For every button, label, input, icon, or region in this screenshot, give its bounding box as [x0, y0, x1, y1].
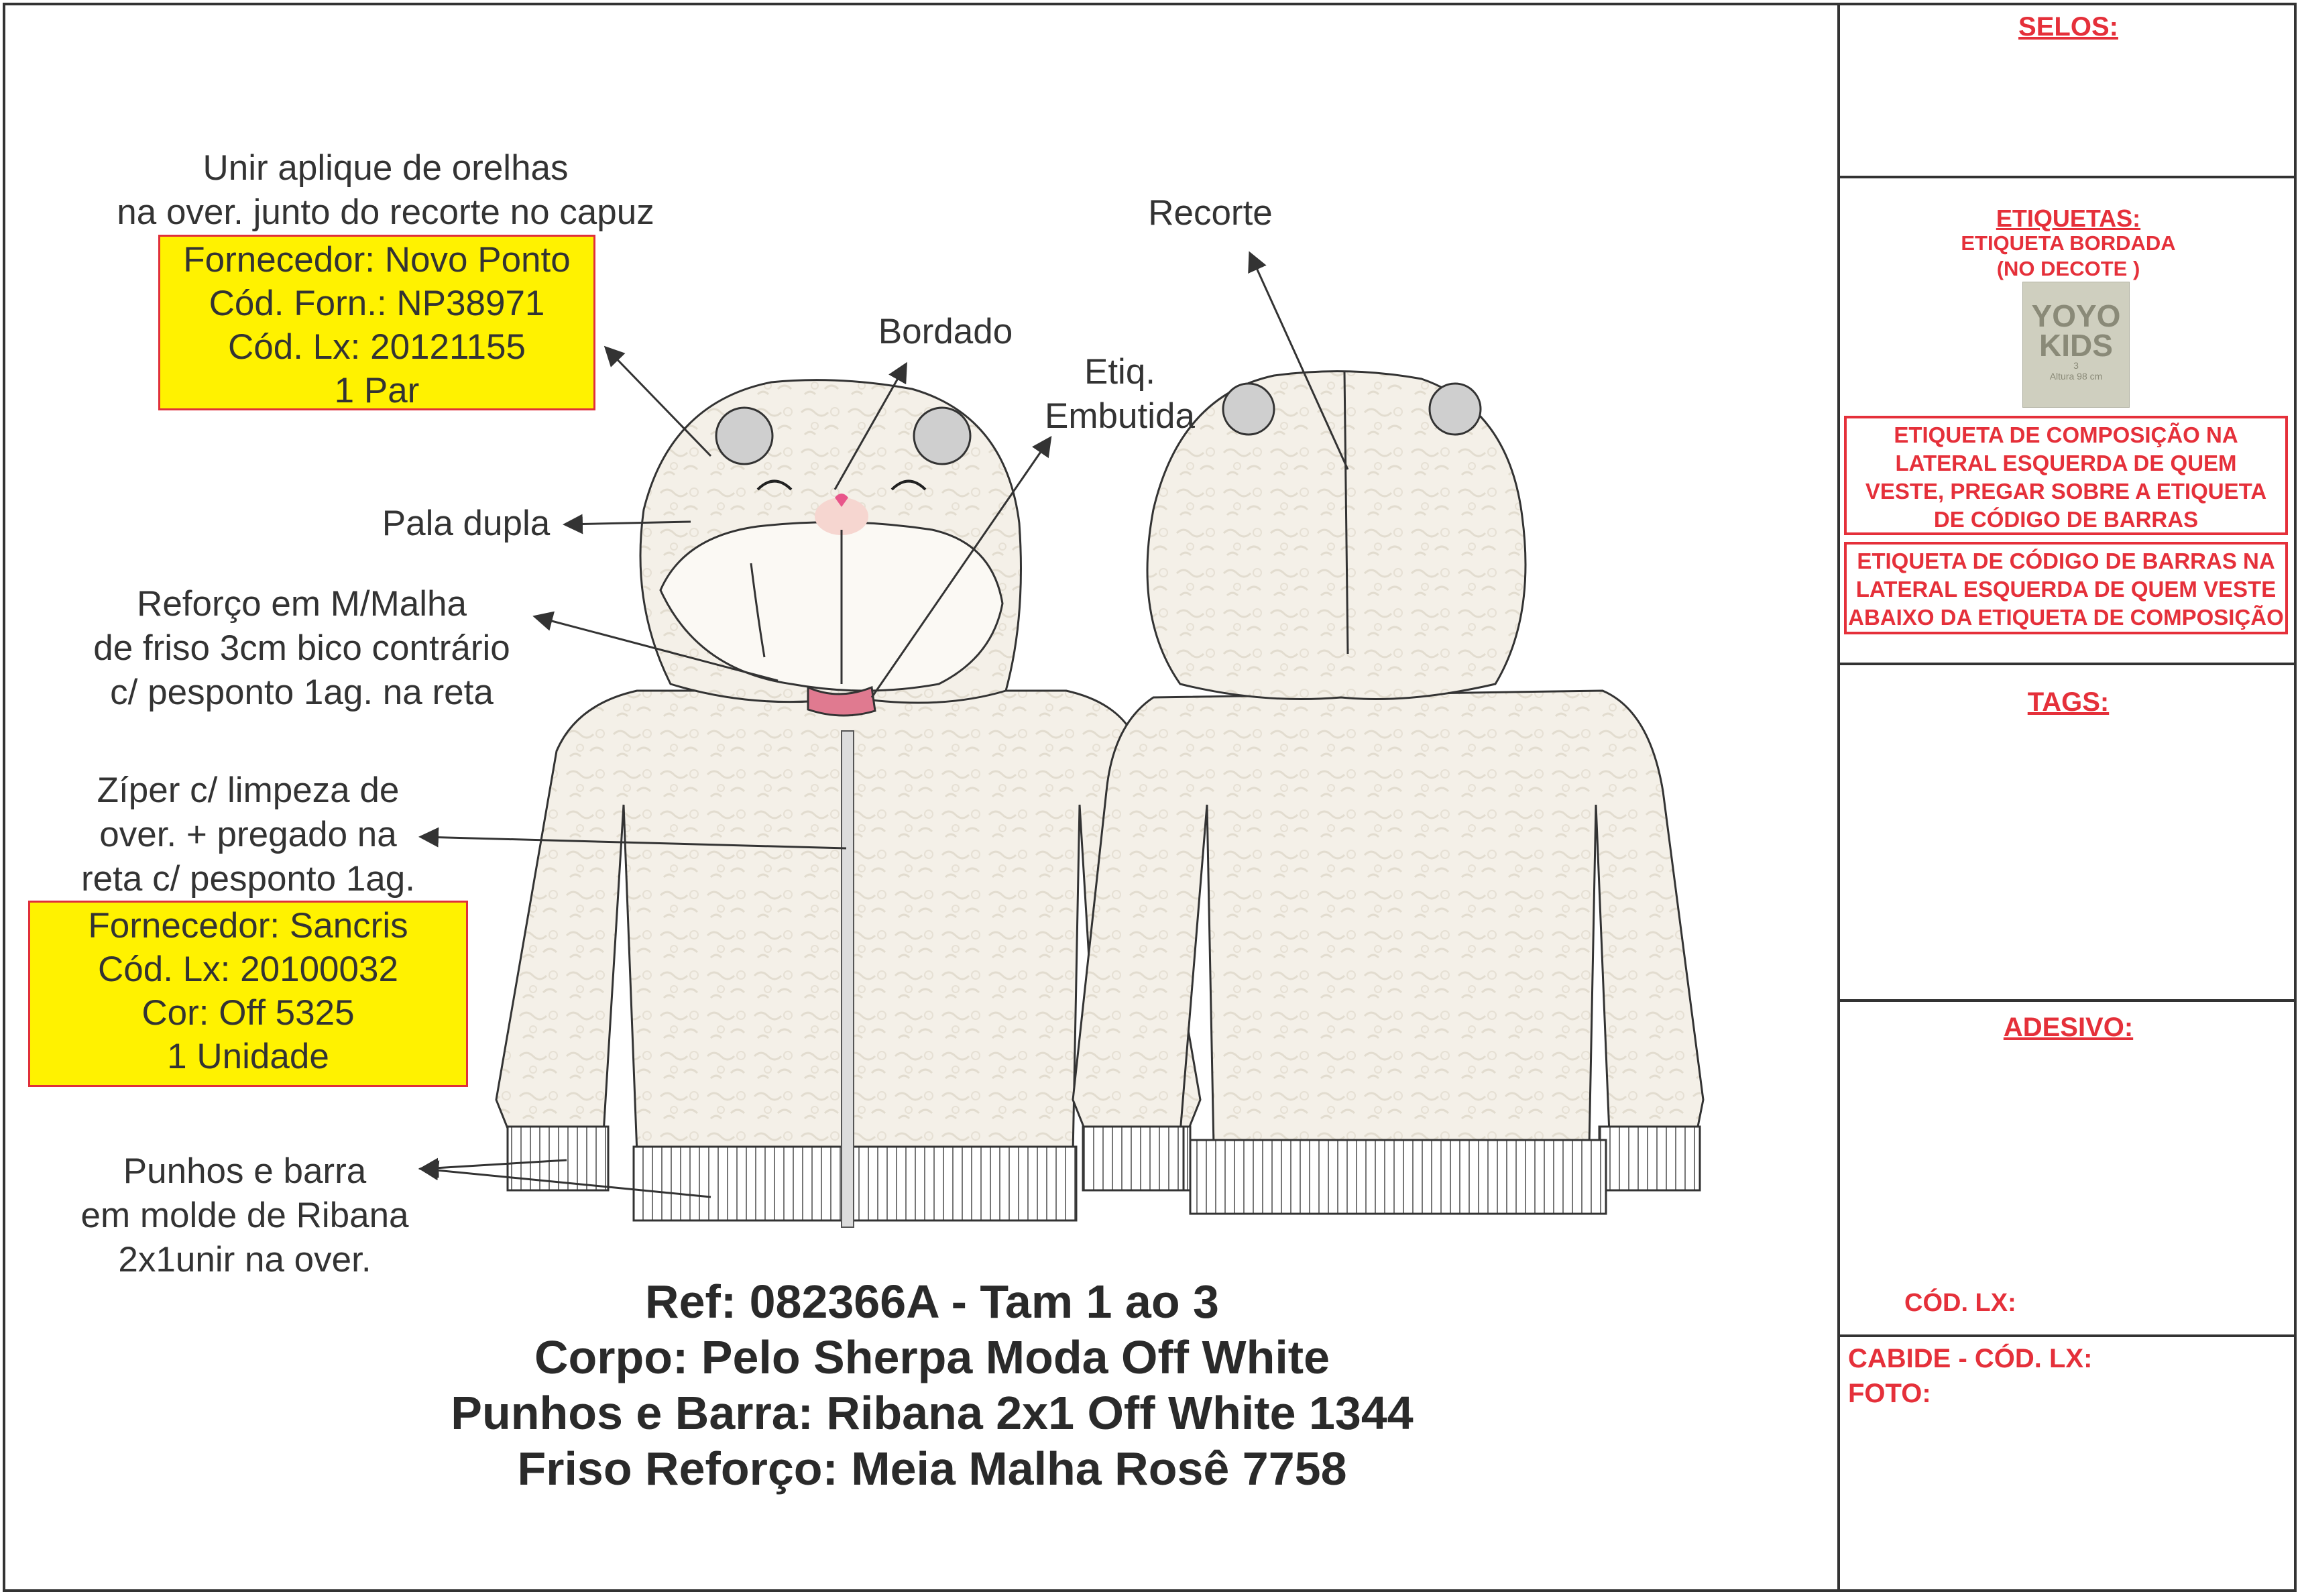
note-reforco-line-2: de friso 3cm bico contrário	[93, 628, 510, 668]
reference-line-1: Ref: 082366A - Tam 1 ao 3	[645, 1275, 1219, 1328]
note-recorte: Recorte	[1148, 193, 1273, 233]
note-punhos-line-1: Punhos e barra	[123, 1151, 367, 1191]
supplier-ears-line-2: Cód. Forn.: NP38971	[209, 284, 545, 323]
note-ziper-line-2: over. + pregado na	[99, 815, 397, 854]
codigo-barras-line-3: ABAIXO DA ETIQUETA DE COMPOSIÇÃO	[1848, 605, 2284, 630]
brand-label-line-1: YOYO	[2031, 298, 2121, 333]
supplier-ziper-line-2: Cód. Lx: 20100032	[98, 950, 398, 989]
brand-label-size: 3	[2073, 360, 2079, 371]
note-reforco	[60, 582, 543, 715]
back-cuff-right	[1599, 1127, 1700, 1190]
etiqueta-bordada-line-2: (NO DECOTE )	[1996, 257, 2140, 280]
note-reforco-line-3: c/ pesponto 1ag. na reta	[110, 673, 494, 712]
supplier-ziper-line-1: Fornecedor: Sancris	[88, 906, 408, 946]
reference-block	[376, 1274, 1489, 1497]
reference-line-2: Corpo: Pelo Sherpa Moda Off White	[534, 1331, 1330, 1383]
note-ears-line-1: Unir aplique de orelhas	[203, 148, 569, 188]
etiqueta-bordada-text	[1840, 231, 2297, 282]
note-etiq-line-2: Embutida	[1045, 396, 1195, 436]
codigo-barras-box	[1844, 542, 2288, 634]
note-reforco-line-1: Reforço em M/Malha	[137, 584, 467, 624]
sidebar-divider-adesivo	[1839, 1334, 2297, 1337]
supplier-ziper-line-3: Cor: Off 5325	[141, 993, 355, 1033]
composicao-line-2: LATERAL ESQUERDA DE QUEM	[1895, 451, 2237, 475]
front-zipper	[842, 731, 854, 1227]
codigo-barras-line-1: ETIQUETA DE CÓDIGO DE BARRAS NA	[1857, 549, 2275, 573]
note-etiq-line-1: Etiq.	[1084, 352, 1156, 392]
note-pala: Pala dupla	[382, 504, 551, 543]
composicao-line-1: ETIQUETA DE COMPOSIÇÃO NA	[1894, 422, 2238, 447]
adesivo-heading: ADESIVO:	[2003, 1013, 2134, 1042]
note-ziper-line-1: Zíper c/ limpeza de	[97, 771, 400, 810]
codigo-barras-line-2: LATERAL ESQUERDA DE QUEM VESTE	[1855, 577, 2277, 602]
cabide-label: CABIDE - CÓD. LX:	[1848, 1344, 2093, 1373]
supplier-box-ears	[158, 235, 595, 410]
supplier-ears-line-4: 1 Par	[334, 371, 420, 410]
note-ears-line-2: na over. junto do recorte no capuz	[117, 192, 654, 232]
foto-label: FOTO:	[1848, 1379, 1931, 1408]
front-hem	[634, 1147, 1076, 1220]
etiquetas-heading: ETIQUETAS:	[1996, 205, 2141, 232]
supplier-box-ziper	[28, 901, 468, 1087]
brand-label-small: Altura 98 cm	[2049, 371, 2103, 382]
composicao-box	[1844, 416, 2288, 535]
note-ziper	[47, 768, 449, 901]
supplier-ears-line-1: Fornecedor: Novo Ponto	[183, 240, 571, 280]
supplier-ziper-line-4: 1 Unidade	[167, 1037, 329, 1076]
reference-line-3: Punhos e Barra: Ribana 2x1 Off White 1344	[451, 1387, 1414, 1439]
note-punhos-line-3: 2x1unir na over.	[118, 1240, 371, 1279]
back-hem	[1190, 1140, 1606, 1214]
note-ziper-line-3: reta c/ pesponto 1ag.	[81, 859, 415, 899]
front-cuff-left	[508, 1127, 608, 1190]
supplier-ears-line-3: Cód. Lx: 20121155	[228, 327, 526, 367]
note-punhos	[40, 1149, 449, 1282]
brand-label-line-2: KIDS	[2039, 328, 2113, 363]
back-cuff-left	[1083, 1127, 1184, 1190]
note-ears	[67, 146, 704, 235]
sidebar-divider-selos	[1839, 176, 2297, 178]
tags-heading: TAGS:	[2027, 687, 2110, 717]
back-view	[1073, 372, 1703, 1214]
note-etiq	[986, 350, 1254, 439]
sidebar-divider-etiquetas	[1839, 663, 2297, 665]
composicao-line-3: VESTE, PREGAR SOBRE A ETIQUETA	[1865, 479, 2267, 504]
note-bordado: Bordado	[878, 312, 1013, 351]
cod-lx-label: CÓD. LX:	[1904, 1289, 2016, 1317]
sidebar-divider-tags	[1839, 999, 2297, 1002]
etiqueta-bordada-line-1: ETIQUETA BORDADA	[1961, 231, 2176, 255]
note-punhos-line-2: em molde de Ribana	[80, 1196, 409, 1235]
reference-line-4: Friso Reforço: Meia Malha Rosê 7758	[517, 1442, 1347, 1495]
composicao-line-4: DE CÓDIGO DE BARRAS	[1933, 507, 2199, 532]
brand-label-image	[2022, 282, 2130, 408]
selos-heading: SELOS:	[2018, 12, 2118, 42]
